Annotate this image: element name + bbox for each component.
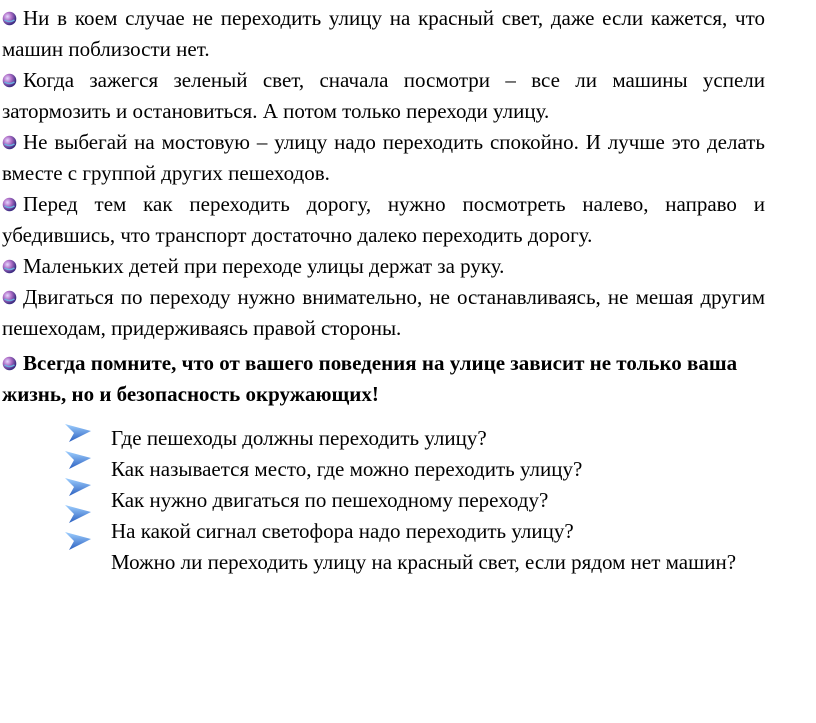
question-item: Где пешеходы должны переходить улицу? [111,426,487,450]
sphere-bullet-icon [2,259,17,274]
rule-text: Ни в коем случае не переходить улицу на красный свет, даже если кажется, что машин поблизости нет. [2,6,765,61]
rule-item [2,127,765,189]
rule-item [2,251,765,282]
sphere-bullet-icon [2,73,17,88]
conclusion-text: Всегда помните, что от вашего поведения на улице зависит не только ваша жизнь, но и безопасность окружающих! [2,351,738,406]
rule-text: Маленьких детей при переходе улицы держат за руку. [23,254,505,278]
questions-list [55,423,765,578]
rule-text: Перед тем как переходить дорогу, нужно посмотреть налево, направо и убедившись, что транспорт достаточно далеко переходить дорогу. [2,192,765,247]
question-item: На какой сигнал светофора надо переходить улицу? [111,519,574,543]
rule-item [2,282,765,344]
rule-item [2,189,765,251]
conclusion-item [2,348,765,410]
chevron-arrow-icon [65,450,91,472]
rule-item [2,65,765,127]
question-item: Как нужно двигаться по пешеходному переходу? [111,488,549,512]
sphere-bullet-icon [2,290,17,305]
rule-item [2,3,765,65]
chevron-arrow-icon [65,504,91,526]
sphere-bullet-icon [2,197,17,212]
rule-text: Не выбегай на мостовую – улицу надо переходить спокойно. И лучше это делать вместе с группой других пешеходов. [2,130,765,185]
sphere-bullet-icon [2,356,17,371]
rule-text: Когда зажегся зеленый свет, сначала посмотри – все ли машины успели затормозить и остановиться. А потом только переходи улицу. [2,68,765,123]
rules-list [2,3,765,410]
chevron-arrow-icon [65,531,91,553]
rule-text: Двигаться по переходу нужно внимательно, не останавливаясь, не мешая другим пешеходам, придерживаясь правой стороны. [2,285,765,340]
question-item: Как называется место, где можно переходить улицу? [111,457,583,481]
chevron-arrow-icon [65,423,91,445]
chevron-arrow-icon [65,477,91,499]
sphere-bullet-icon [2,11,17,26]
question-item: Можно ли переходить улицу на красный свет, если рядом нет машин? [111,550,737,574]
sphere-bullet-icon [2,135,17,150]
